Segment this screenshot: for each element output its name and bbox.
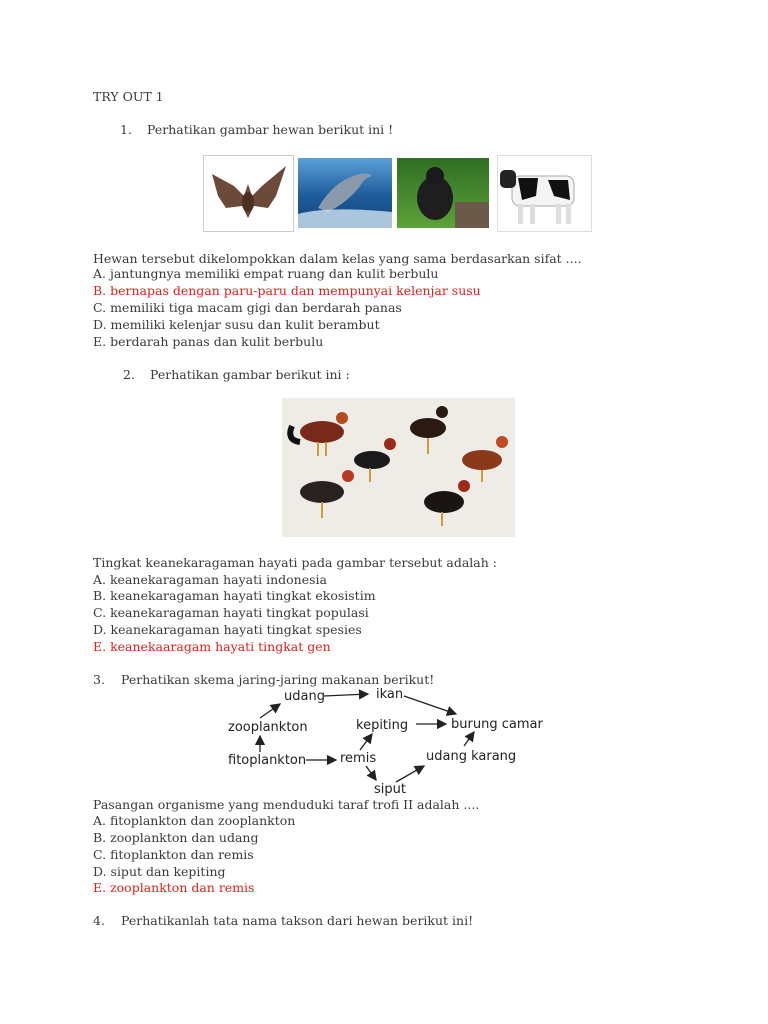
q2-option-a: A. keanekaragaman hayati indonesia bbox=[93, 572, 327, 587]
q1-option-b-answer: B. bernapas dengan paru-paru dan mempunyai kelenjar susu bbox=[93, 283, 481, 298]
q2-option-e-answer: E. keanekaaragam hayati tingkat gen bbox=[93, 639, 331, 654]
web-remis: remis bbox=[340, 751, 377, 766]
dolphin-image bbox=[298, 158, 392, 228]
q3-option-e-answer: E. zooplankton dan remis bbox=[93, 880, 255, 895]
cow-image bbox=[497, 155, 592, 232]
arrow-ikan-burung bbox=[404, 696, 456, 714]
arrow-zoo-udang bbox=[260, 704, 280, 718]
q3-option-b: B. zooplankton dan udang bbox=[93, 830, 259, 845]
q4-number: 4. bbox=[93, 913, 105, 928]
q3-option-c: C. fitoplankton dan remis bbox=[93, 847, 254, 862]
q2-prompt: Perhatikan gambar berikut ini : bbox=[150, 367, 350, 382]
q1-option-c: C. memiliki tiga macam gigi dan berdarah panas bbox=[93, 300, 402, 315]
arrow-siput-udang-karang bbox=[396, 766, 424, 782]
web-fitoplankton: fitoplankton bbox=[228, 753, 307, 768]
web-burung-camar: burung camar bbox=[451, 717, 543, 732]
arrow-remis-siput bbox=[366, 766, 376, 780]
q3-stem: Pasangan organisme yang menduduki taraf trofi II adalah .... bbox=[93, 797, 480, 812]
web-siput: siput bbox=[374, 782, 406, 796]
bat-image bbox=[203, 155, 294, 232]
q3-option-d: D. siput dan kepiting bbox=[93, 864, 226, 879]
q1-number: 1. bbox=[120, 122, 132, 137]
q1-option-a: A. jantungnya memiliki empat ruang dan kulit berbulu bbox=[93, 266, 439, 281]
arrow-udang-ikan bbox=[324, 694, 368, 696]
q1-option-d: D. memiliki kelenjar susu dan kulit berambut bbox=[93, 317, 380, 332]
web-ikan: ikan bbox=[376, 687, 404, 702]
arrow-remis-kepiting bbox=[360, 734, 372, 750]
web-udang: udang bbox=[284, 689, 325, 704]
page-title: TRY OUT 1 bbox=[93, 89, 164, 104]
q4-prompt: Perhatikanlah tata nama takson dari hewan berikut ini! bbox=[121, 913, 474, 928]
q2-option-c: C. keanekaragaman hayati tingkat populasi bbox=[93, 605, 369, 620]
q2-stem: Tingkat keanekaragaman hayati pada gambar tersebut adalah : bbox=[93, 555, 497, 570]
web-kepiting: kepiting bbox=[356, 718, 409, 733]
q3-prompt: Perhatikan skema jaring-jaring makanan berikut! bbox=[121, 672, 435, 687]
chicken-breeds-image bbox=[282, 398, 515, 537]
q3-number: 3. bbox=[93, 672, 105, 687]
q1-prompt: Perhatikan gambar hewan berikut ini ! bbox=[147, 122, 394, 137]
q1-option-e: E. berdarah panas dan kulit berbulu bbox=[93, 334, 324, 349]
q2-number: 2. bbox=[123, 367, 135, 382]
web-zooplankton: zooplankton bbox=[228, 720, 308, 735]
q2-option-d: D. keanekaragaman hayati tingkat spesies bbox=[93, 622, 362, 637]
gorilla-image bbox=[397, 158, 489, 228]
q2-option-b: B. keanekaragaman hayati tingkat ekosistim bbox=[93, 588, 376, 603]
arrow-udang-karang-burung bbox=[464, 732, 474, 746]
food-web-diagram bbox=[220, 682, 550, 796]
web-udang-karang: udang karang bbox=[426, 749, 517, 764]
q1-stem: Hewan tersebut dikelompokkan dalam kelas yang sama berdasarkan sifat .... bbox=[93, 251, 582, 266]
q3-option-a: A. fitoplankton dan zooplankton bbox=[93, 813, 296, 828]
